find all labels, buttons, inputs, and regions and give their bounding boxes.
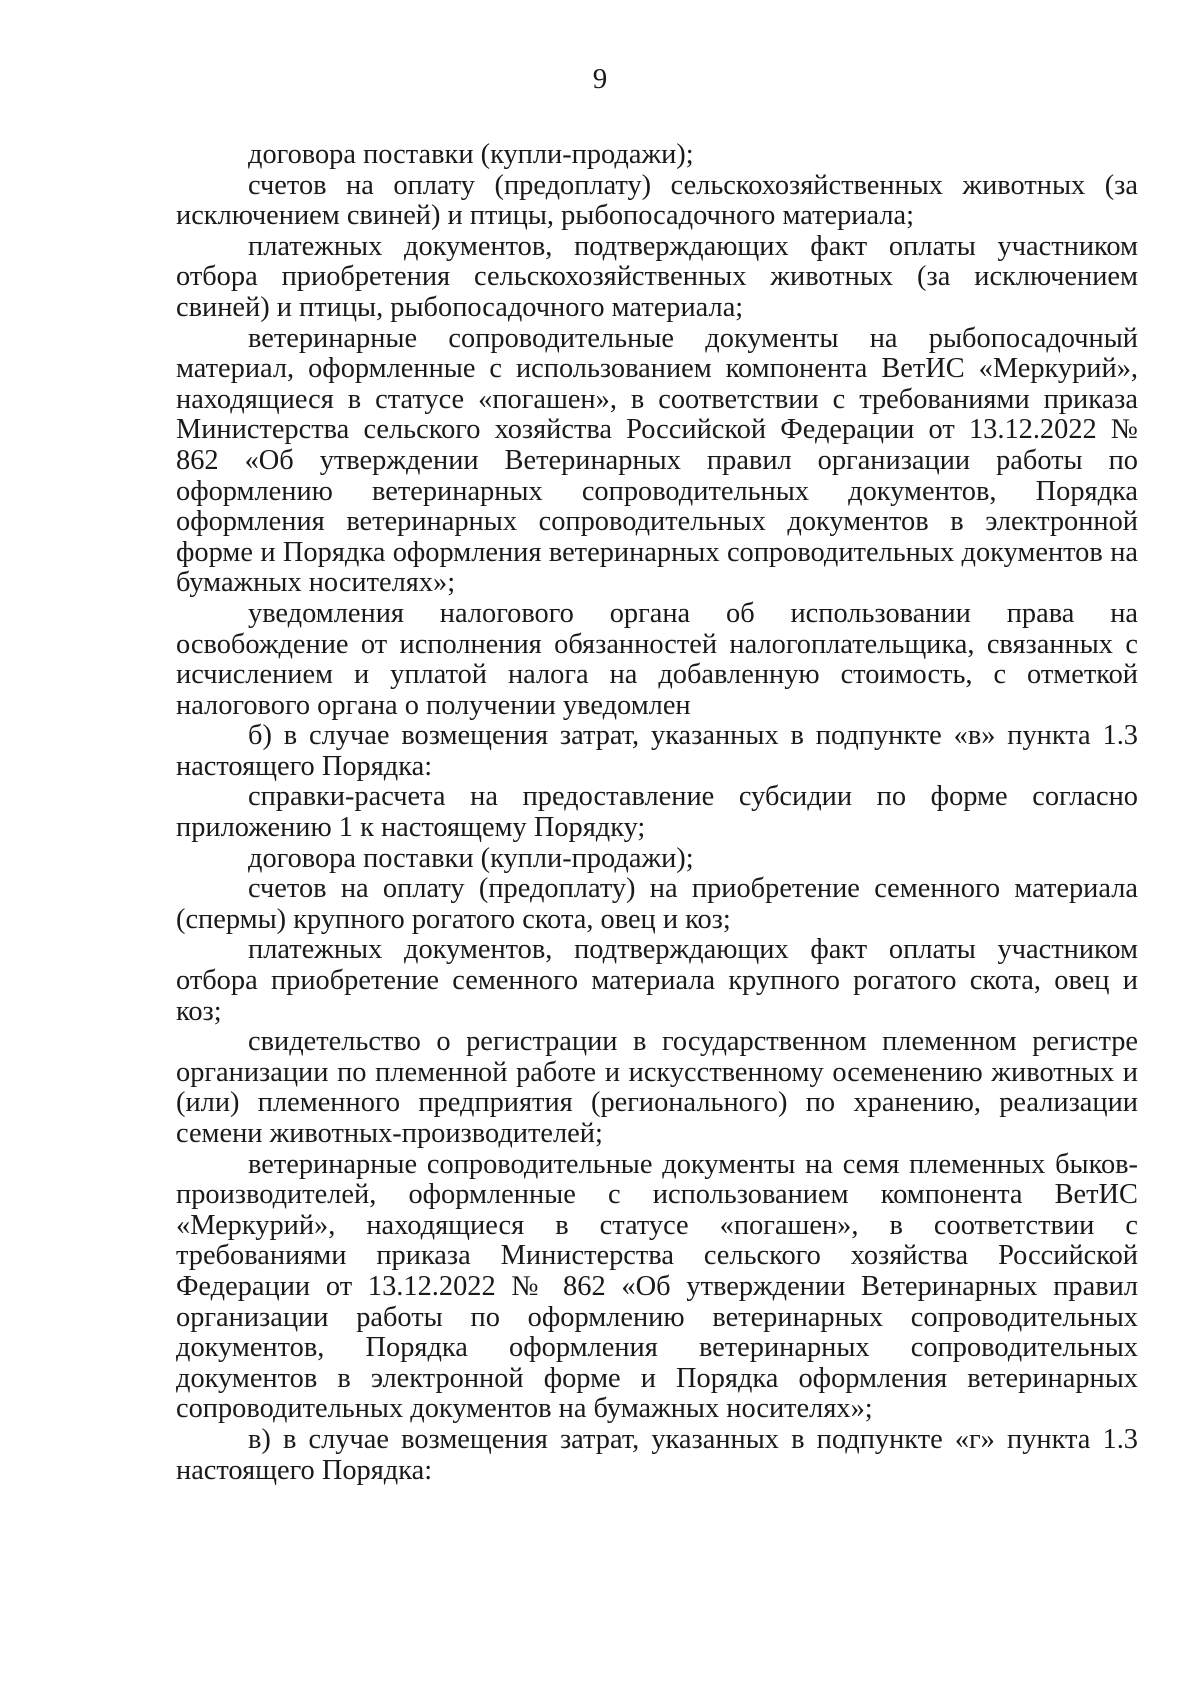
paragraph: счетов на оплату (предоплату) сельскохозяйственных животных (за исключением свиней) и птицы, рыбопосадочного материала;: [176, 169, 1138, 232]
paragraph: договора поставки (купли-продажи);: [248, 139, 694, 170]
paragraph: договора поставки (купли-продажи);: [248, 842, 694, 874]
paragraph: платежных документов, подтверждающих факт оплаты участником отбора приобретения сельскохозяйственных животных (за исключением свиней) и птицы, рыбопосадочного материала;: [176, 230, 1138, 323]
page-number: 9: [592, 63, 608, 95]
paragraph: свидетельство о регистрации в государственном племенном регистре организации по племенной работе и искусственному осеменению животных и (или) племенного предприятия (регионального) по хранению, реализации семени животных-производителей;: [176, 1026, 1138, 1149]
paragraph: платежных документов, подтверждающих факт оплаты участником отбора приобретение семенного материала крупного рогатого скота, овец и коз;: [176, 934, 1138, 1027]
paragraph: счетов на оплату (предоплату) на приобретение семенного материала (спермы) крупного рогатого скота, овец и коз;: [176, 873, 1138, 935]
paragraph: уведомления налогового органа об использовании права на освобождение от исполнения обязанностей налогоплательщика, связанных с исчислением и уплатой налога на добавленную стоимость, с отметкой налогового органа о получении уведомлен: [176, 597, 1138, 721]
paragraph: в) в случае возмещения затрат, указанных в подпункте «г» пункта 1.3 настоящего Порядка:: [176, 1423, 1138, 1486]
paragraph: ветеринарные сопроводительные документы на рыбопосадочный материал, оформленные с использованием компонента ВетИС «Меркурий», находящиеся в статусе «погашен», в соответствии с требованиями приказа Министерства сельского хозяйства Российской Федерации от 13.12.2022 № 862 «Об утверждении Ветеринарных правил организации работы по оформлению ветеринарных сопроводительных документов, Порядка оформления ветеринарных сопроводительных документов в электронной форме и Порядка оформления ветеринарных сопроводительных документов на бумажных носителях»;: [176, 322, 1138, 599]
document-body: [176, 140, 1138, 1486]
paragraph: справки-расчета на предоставление субсидии по форме согласно приложению 1 к настоящему Порядку;: [176, 781, 1138, 844]
paragraph: ветеринарные сопроводительные документы на семя племенных быков-производителей, оформленные с использованием компонента ВетИС «Меркурий», находящиеся в статусе «погашен», в соответствии с требованиями приказа Министерства сельского хозяйства Российской Федерации от 13.12.2022 № 862 «Об утверждении Ветеринарных правил организации работы по оформлению ветеринарных сопроводительных документов, Порядка оформления ветеринарных сопроводительных документов в электронной форме и Порядка оформления ветеринарных сопроводительных документов на бумажных носителях»;: [176, 1148, 1138, 1425]
paragraph: б) в случае возмещения затрат, указанных в подпункте «в» пункта 1.3 настоящего Порядка:: [176, 720, 1138, 782]
